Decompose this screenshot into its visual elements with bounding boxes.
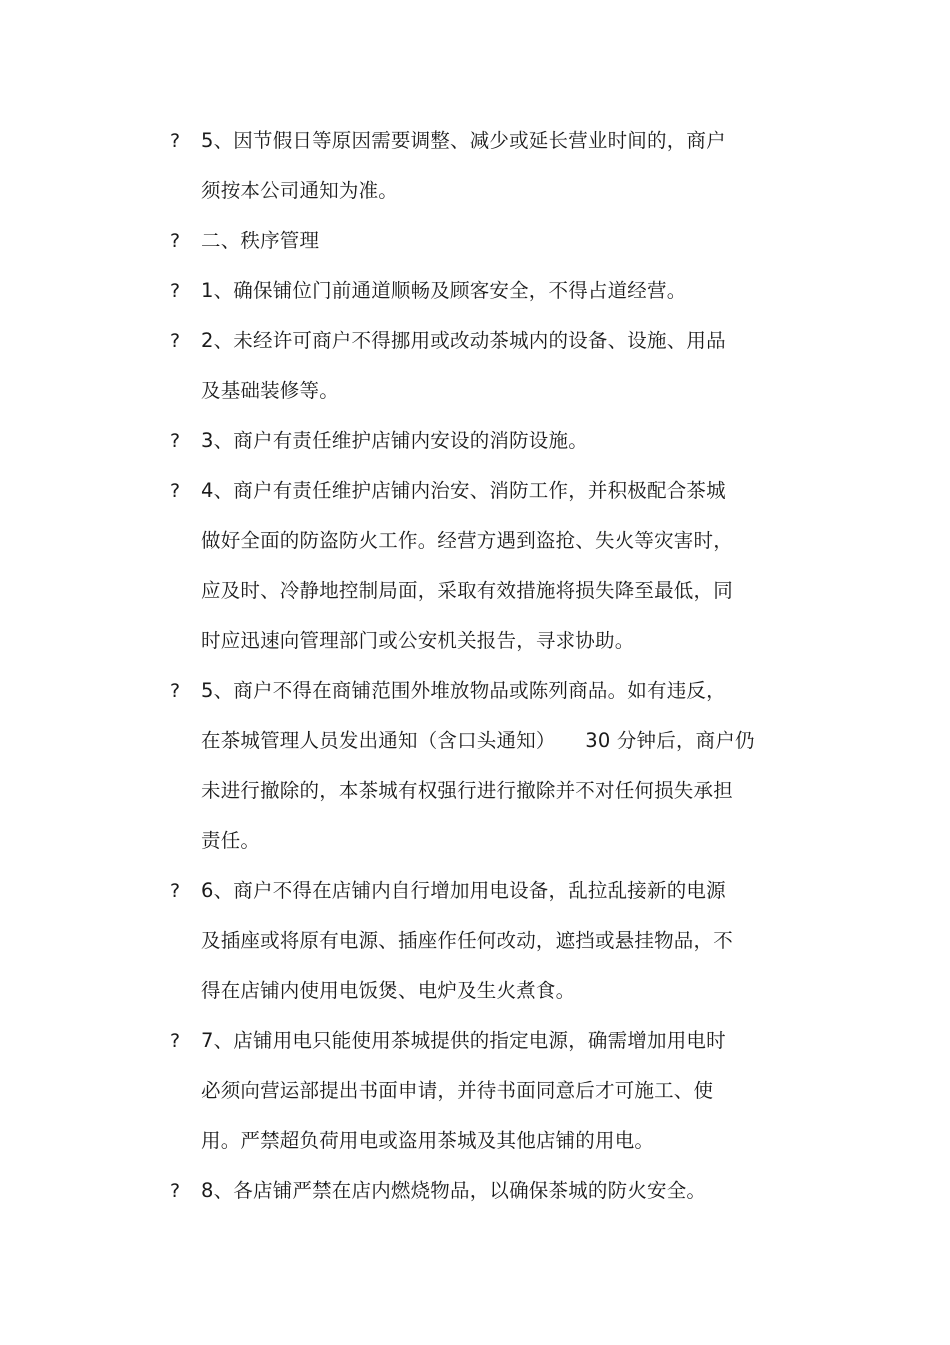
- paragraph-text: [201, 216, 810, 266]
- text-line: 在茶城管理人员发出通知（含口头通知） 30 分钟后，商户仍: [201, 729, 755, 752]
- text-line: 及基础装修等。: [201, 379, 339, 402]
- bullet-marker: ?: [170, 480, 181, 502]
- document-body: [170, 116, 810, 1216]
- text-line: 应及时、冷静地控制局面，采取有效措施将损失降至最低，同: [201, 579, 733, 602]
- paragraph-text: [201, 466, 810, 666]
- text-line: 6、商户不得在店铺内自行增加用电设备，乱拉乱接新的电源: [201, 879, 726, 902]
- paragraph-text: [201, 266, 810, 316]
- paragraph-1: [170, 116, 810, 216]
- paragraph-7: [170, 666, 810, 866]
- bullet-marker: ?: [170, 280, 181, 302]
- bullet-marker: ?: [170, 130, 181, 152]
- text-line: 5、因节假日等原因需要调整、减少或延长营业时间的，商户: [201, 129, 726, 152]
- paragraph-6: [170, 466, 810, 666]
- bullet-marker: ?: [170, 330, 181, 352]
- bullet-marker: ?: [170, 680, 181, 702]
- bullet-marker: ?: [170, 230, 181, 252]
- paragraph-4: [170, 316, 810, 416]
- paragraph-text: [201, 1016, 810, 1166]
- paragraph-10: [170, 1166, 810, 1216]
- paragraph-text: [201, 1166, 810, 1216]
- text-line: 必须向营运部提出书面申请，并待书面同意后才可施工、使: [201, 1079, 714, 1102]
- paragraph-text: [201, 666, 810, 866]
- paragraph-8: [170, 866, 810, 1016]
- text-line: 7、店铺用电只能使用茶城提供的指定电源，确需增加用电时: [201, 1029, 726, 1052]
- text-line: 未进行撤除的，本茶城有权强行进行撤除并不对任何损失承担: [201, 779, 733, 802]
- bullet-marker: ?: [170, 1180, 181, 1202]
- paragraph-2: [170, 216, 810, 266]
- paragraph-text: [201, 866, 810, 1016]
- text-line: 4、商户有责任维护店铺内治安、消防工作，并积极配合茶城: [201, 479, 726, 502]
- paragraph-text: [201, 316, 810, 416]
- text-line: 得在店铺内使用电饭煲、电炉及生火煮食。: [201, 979, 576, 1002]
- text-line: 3、商户有责任维护店铺内安设的消防设施。: [201, 429, 588, 452]
- text-line: 做好全面的防盗防火工作。经营方遇到盗抢、失火等灾害时，: [201, 529, 733, 552]
- paragraph-text: [201, 116, 810, 216]
- text-line: 须按本公司通知为准。: [201, 179, 399, 202]
- text-line: 用。严禁超负荷用电或盗用茶城及其他店铺的用电。: [201, 1129, 655, 1152]
- text-line: 1、确保铺位门前通道顺畅及顾客安全，不得占道经营。: [201, 279, 687, 302]
- bullet-marker: ?: [170, 430, 181, 452]
- text-line: 8、各店铺严禁在店内燃烧物品，以确保茶城的防火安全。: [201, 1179, 707, 1202]
- bullet-marker: ?: [170, 1030, 181, 1052]
- text-line: 责任。: [201, 829, 261, 852]
- paragraph-3: [170, 266, 810, 316]
- text-line: 2、未经许可商户不得挪用或改动茶城内的设备、设施、用品: [201, 329, 726, 352]
- text-line: 5、商户不得在商铺范围外堆放物品或陈列商品。如有违反，: [201, 679, 726, 702]
- bullet-marker: ?: [170, 880, 181, 902]
- paragraph-text: [201, 416, 810, 466]
- text-line: 及插座或将原有电源、插座作任何改动，遮挡或悬挂物品，不: [201, 929, 733, 952]
- text-line: 时应迅速向管理部门或公安机关报告，寻求协助。: [201, 629, 635, 652]
- paragraph-5: [170, 416, 810, 466]
- text-line: 二、秩序管理: [201, 229, 320, 252]
- paragraph-9: [170, 1016, 810, 1166]
